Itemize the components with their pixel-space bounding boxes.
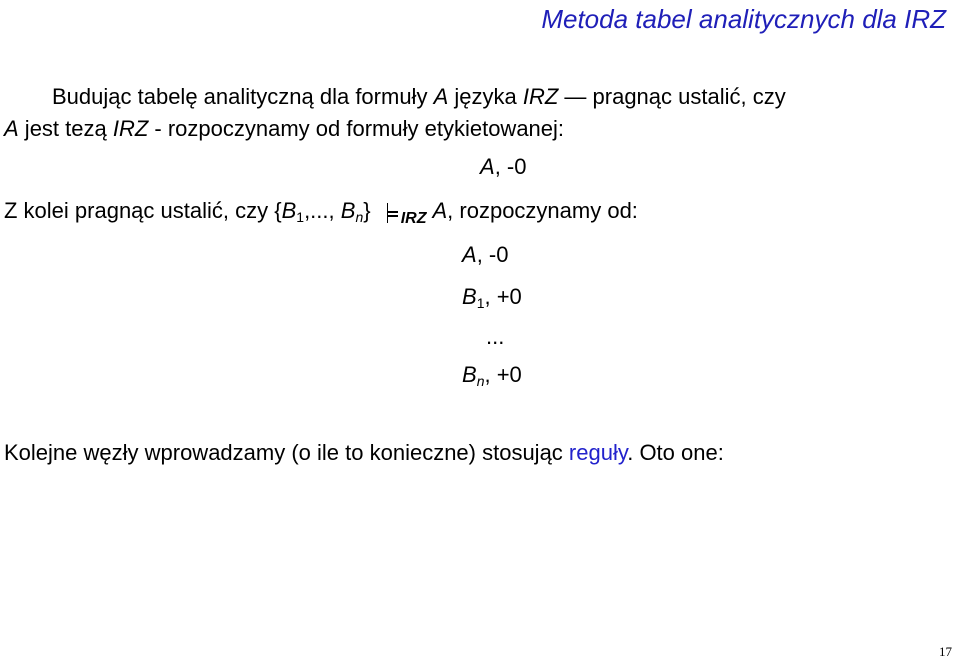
intro-text: — pragnąc ustalić, czy bbox=[558, 84, 786, 109]
formula-symbol-B: B bbox=[462, 362, 477, 387]
intro-text: - rozpoczynamy od formuły etykietowanej: bbox=[148, 116, 565, 141]
label-sign: , -0 bbox=[494, 154, 527, 179]
formula-symbol-A: A bbox=[433, 84, 449, 109]
labeled-formula-bn-plus bbox=[462, 362, 522, 388]
logic-name-irz: IRZ bbox=[112, 116, 149, 141]
entailment-line bbox=[4, 198, 638, 232]
formula-symbol-A: A bbox=[4, 116, 19, 141]
subscript: n bbox=[476, 373, 485, 389]
intro-line-1 bbox=[52, 84, 786, 110]
label-sign: , +0 bbox=[484, 284, 522, 309]
turnstile-subscript: IRZ bbox=[400, 210, 427, 227]
labeled-formula-a-minus bbox=[480, 154, 526, 180]
entailment-text: } bbox=[363, 198, 377, 223]
label-sign: , +0 bbox=[484, 362, 522, 387]
rules-intro-line bbox=[4, 440, 724, 466]
formula-symbol-A: A bbox=[432, 198, 448, 223]
page-number: 17 bbox=[939, 644, 952, 659]
formula-symbol-B: B bbox=[281, 198, 297, 223]
intro-text: Budując tabelę analityczną dla formuły bbox=[52, 84, 434, 109]
labeled-formula-b1-plus bbox=[462, 284, 522, 310]
formula-symbol-B: B bbox=[340, 198, 356, 223]
entailment-text: , rozpoczynamy od: bbox=[447, 198, 638, 223]
entailment-text: Z kolei pragnąc ustalić, czy { bbox=[4, 198, 282, 223]
intro-text: jest tezą bbox=[18, 116, 113, 141]
logic-name-irz: IRZ bbox=[522, 84, 559, 109]
subscript: n bbox=[355, 209, 364, 225]
rules-intro-text: . Oto one: bbox=[627, 440, 724, 465]
intro-line-2 bbox=[4, 116, 564, 142]
formula-symbol-A: A bbox=[462, 242, 477, 267]
slide-title: Metoda tabel analitycznych dla IRZ bbox=[541, 4, 946, 34]
intro-text: języka bbox=[448, 84, 523, 109]
formula-symbol-B: B bbox=[462, 284, 477, 309]
formula-symbol-A: A bbox=[480, 154, 495, 179]
ellipsis-text: ... bbox=[486, 324, 505, 349]
double-turnstile-icon bbox=[387, 201, 399, 223]
entailment-text: ,..., bbox=[304, 198, 341, 223]
label-sign: , -0 bbox=[476, 242, 509, 267]
subscript: 1 bbox=[296, 209, 305, 225]
ellipsis bbox=[486, 324, 504, 350]
rules-link[interactable]: reguły bbox=[568, 440, 628, 465]
rules-intro-text: Kolejne węzły wprowadzamy (o ile to konieczne) stosując bbox=[4, 440, 569, 465]
subscript: 1 bbox=[476, 295, 485, 311]
labeled-formula-a-minus bbox=[462, 242, 508, 268]
